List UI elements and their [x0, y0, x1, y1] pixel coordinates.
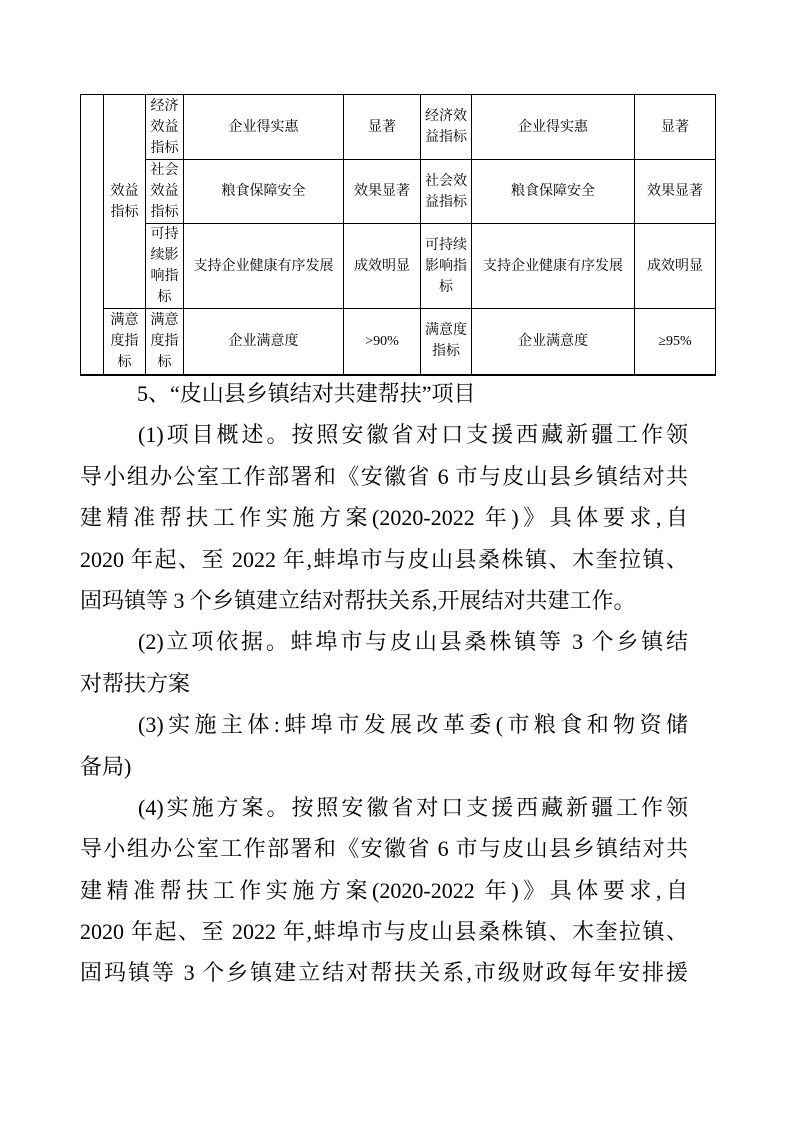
document-body	[80, 373, 688, 994]
indicator-value-cell: ≥95%	[635, 309, 716, 375]
text-line: 2020 年起、至 2022 年,蚌埠市与皮山县桑株镇、木奎拉镇、	[80, 546, 688, 572]
indicator-value-cell: 成效明显	[344, 224, 421, 309]
table-spacer-cell	[81, 95, 104, 375]
indicator-value-cell: 成效明显	[635, 224, 716, 309]
indicator-sub-cell: 社会效益指标	[421, 160, 472, 224]
indicator-sub-cell: 可持续影响指标	[146, 224, 184, 309]
indicator-content-cell: 粮食保障安全	[472, 160, 635, 224]
text-line: 导小组办公室工作部署和《安徽省 6 市与皮山县乡镇结对共	[80, 836, 688, 862]
text-line: 固玛镇等 3 个乡镇建立结对帮扶关系,开展结对共建工作。	[80, 587, 636, 613]
text-line: 建精准帮扶工作实施方案(2020-2022 年)》具体要求,自	[80, 505, 688, 531]
text-line: (2)立项依据。蚌埠市与皮山县桑株镇等 3 个乡镇结	[138, 629, 688, 655]
text-line: 5、“皮山县乡镇结对共建帮扶”项目	[137, 381, 476, 406]
indicator-content-cell: 支持企业健康有序发展	[184, 224, 344, 309]
indicator-value-cell: 显著	[344, 95, 421, 160]
text-line: (1)项目概述。按照安徽省对口支援西藏新疆工作领	[138, 422, 688, 448]
indicator-content-cell: 企业满意度	[184, 309, 344, 375]
indicator-sub-cell: 满意度指标	[421, 309, 472, 375]
indicator-group-cell: 效益指标	[104, 95, 146, 309]
indicator-sub-cell: 经济效益指标	[146, 95, 184, 160]
table-row	[81, 160, 716, 224]
text-line: (4)实施方案。按照安徽省对口支援西藏新疆工作领	[138, 794, 688, 820]
table-row	[81, 95, 716, 160]
text-line: 导小组办公室工作部署和《安徽省 6 市与皮山县乡镇结对共	[80, 463, 688, 489]
indicator-value-cell: 效果显著	[635, 160, 716, 224]
indicator-content-cell: 支持企业健康有序发展	[472, 224, 635, 309]
text-line: 对帮扶方案	[80, 670, 191, 696]
table-row	[81, 224, 716, 309]
text-line: 固玛镇等 3 个乡镇建立结对帮扶关系,市级财政每年安排援	[80, 960, 688, 986]
indicator-sub-cell: 经济效益指标	[421, 95, 472, 160]
text-line: 备局)	[80, 753, 132, 779]
indicator-value-cell: 显著	[635, 95, 716, 160]
indicator-sub-cell: 社会效益指标	[146, 160, 184, 224]
indicator-content-cell: 粮食保障安全	[184, 160, 344, 224]
indicator-sub-cell: 可持续影响指标	[421, 224, 472, 309]
indicator-group-cell: 满意度指标	[104, 309, 146, 375]
indicator-sub-cell: 满意度指标	[146, 309, 184, 375]
indicator-content-cell: 企业满意度	[472, 309, 635, 375]
indicator-value-cell: >90%	[344, 309, 421, 375]
indicator-content-cell: 企业得实惠	[472, 95, 635, 160]
text-line: 2020 年起、至 2022 年,蚌埠市与皮山县桑株镇、木奎拉镇、	[80, 919, 688, 945]
indicator-value-cell: 效果显著	[344, 160, 421, 224]
indicator-content-cell: 企业得实惠	[184, 95, 344, 160]
table-row	[81, 309, 716, 375]
indicator-table	[80, 94, 716, 376]
text-line: (3)实施主体:蚌埠市发展改革委(市粮食和物资储	[138, 712, 688, 738]
text-line: 建精准帮扶工作实施方案(2020-2022 年)》具体要求,自	[80, 877, 688, 903]
